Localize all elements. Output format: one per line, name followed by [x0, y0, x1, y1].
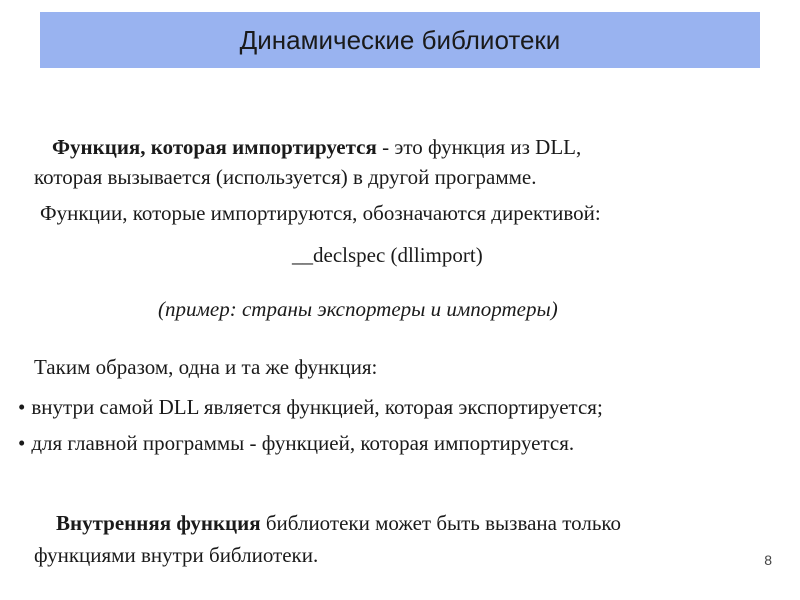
bullet-text: для главной программы - функцией, которая импортируется.	[31, 431, 575, 455]
directive-code: __declspec (dllimport)	[292, 243, 483, 267]
paragraph-internal-function-line2: функциями внутри библиотеки.	[34, 543, 319, 567]
definition-text: - это функция из DLL,	[376, 135, 582, 159]
bullet-icon: •	[18, 395, 26, 419]
term-internal-function: Внутренняя функция	[56, 511, 261, 535]
example-note: (пример: страны экспортеры и импортеры)	[158, 297, 558, 321]
paragraph-directive-intro: Функции, которые импортируются, обозначаются директивой:	[40, 201, 601, 225]
bullet-icon: •	[18, 431, 26, 455]
paragraph-imported-function-line2: которая вызывается (используется) в другой программе.	[34, 165, 537, 189]
page-number: 8	[764, 552, 772, 568]
paragraph-internal-function-line1	[56, 510, 621, 536]
summary-intro: Таким образом, одна и та же функция:	[34, 355, 378, 379]
internal-function-text: библиотеки может быть вызвана только	[260, 511, 622, 535]
paragraph-imported-function-line1	[52, 134, 581, 160]
term-imported-function: Функция, которая импортируется	[52, 135, 377, 159]
bullet-text: внутри самой DLL является функцией, которая экспортируется;	[31, 395, 603, 419]
bullet-item	[18, 394, 603, 420]
slide-title: Динамические библиотеки	[239, 24, 561, 55]
title-bar	[40, 12, 760, 68]
bullet-item	[18, 430, 574, 456]
